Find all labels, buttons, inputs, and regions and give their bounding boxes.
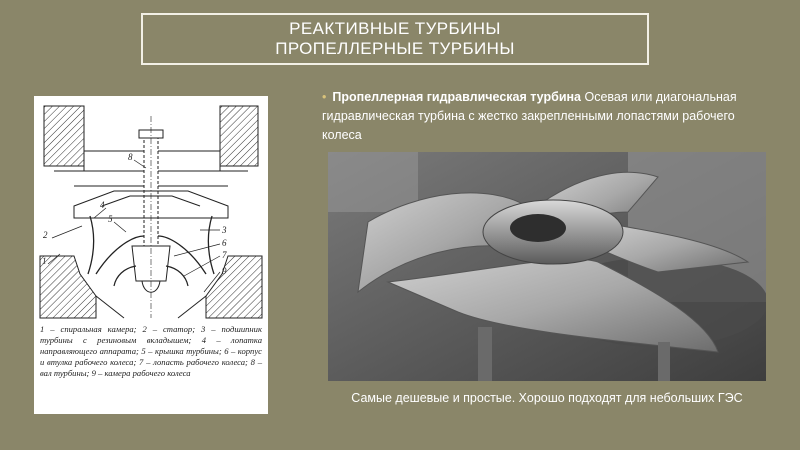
guide-vane-left: [88, 216, 94, 274]
left-housing-block: [44, 106, 84, 166]
diagram-label-2: 2: [43, 230, 48, 240]
diagram-caption: 1 – спиральная камера; 2 – статор; 3 – подшипник турбины с резиновым вкладышем; 4 – лопатка направляющего аппарата; 5 – крышка турбины; 6 – корпус и втулка рабочего колеса; 7 – лопасть рабочего колеса; 8 – вал турбины; 9 – камера рабочего колеса: [40, 324, 262, 378]
diagram-label-4: 4: [100, 200, 105, 210]
turbine-diagram: [34, 96, 268, 414]
propeller-hub-core: [510, 214, 566, 242]
slide-title-box: [141, 13, 649, 65]
definition-bullet: [322, 88, 752, 145]
diagram-label-9: 9: [222, 266, 227, 276]
left-spiral-casing: [40, 256, 96, 318]
propeller-runner-illustration: [328, 152, 766, 381]
definition-text: Осевая или диагональная гидравлическая турбина с жестко закрепленными лопастями рабочего колеса: [322, 90, 737, 142]
definition-term: Пропеллерная гидравлическая турбина: [332, 90, 582, 104]
diagram-label-6: 6: [222, 238, 227, 248]
diagram-label-5: 5: [108, 214, 113, 224]
diagram-label-1: 1: [42, 256, 47, 266]
propeller-photo: [328, 152, 766, 381]
runner-blade-left: [114, 266, 136, 286]
guide-vane-right: [208, 216, 214, 274]
slide-title-line-1: РЕАКТИВНЫЕ ТУРБИНЫ: [289, 19, 501, 38]
diagram-label-8: 8: [128, 152, 133, 162]
right-spiral-casing: [206, 256, 262, 318]
slide-title-line-2: ПРОПЕЛЛЕРНЫЕ ТУРБИНЫ: [275, 39, 515, 58]
right-housing-block: [220, 106, 258, 166]
diagram-label-7: 7: [222, 250, 227, 260]
diagram-label-3: 3: [222, 225, 227, 235]
bullet-dot-icon: •: [322, 90, 327, 104]
bottom-note: Самые дешевые и простые. Хорошо подходят для небольших ГЭС: [351, 391, 743, 405]
